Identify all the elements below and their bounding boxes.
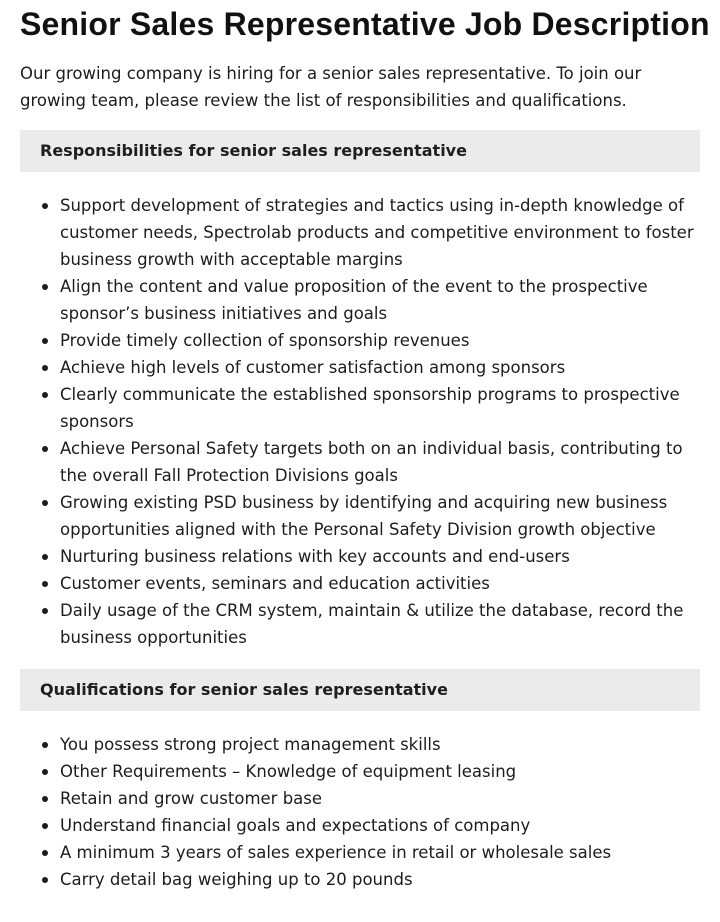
list-item: Retain and grow customer base [20, 785, 700, 812]
page-title: Senior Sales Representative Job Description [20, 6, 710, 42]
list-item: A minimum 3 years of sales experience in retail or wholesale sales [20, 839, 700, 866]
list-item: You possess strong project management skills [20, 731, 700, 758]
list-item: Clearly communicate the established sponsorship programs to prospective sponsors [20, 381, 700, 435]
intro-paragraph: Our growing company is hiring for a senior sales representative. To join our growing team, please review the list of responsibilities and qualifications. [20, 64, 642, 110]
list-item: Support development of strategies and tactics using in-depth knowledge of customer needs, Spectrolab products and competitive environment to foster business growth with acceptable margins [20, 192, 700, 273]
list-item: Align the content and value proposition of the event to the prospective sponsor’s business initiatives and goals [20, 273, 700, 327]
list-item: Growing existing PSD business by identifying and acquiring new business opportunities aligned with the Personal Safety Division growth objective [20, 489, 700, 543]
list-item: Nurturing business relations with key accounts and end-users [20, 543, 700, 570]
list-item: Daily usage of the CRM system, maintain & utilize the database, record the business opportunities [20, 597, 700, 651]
list-item: Achieve Personal Safety targets both on an individual basis, contributing to the overall Fall Protection Divisions goals [20, 435, 700, 489]
list-item: Other Requirements – Knowledge of equipment leasing [20, 758, 700, 785]
list-item: Provide timely collection of sponsorship revenues [20, 327, 700, 354]
list-item: Achieve high levels of customer satisfaction among sponsors [20, 354, 700, 381]
list-item: Understand financial goals and expectations of company [20, 812, 700, 839]
list-item: Carry detail bag weighing up to 20 pounds [20, 866, 700, 893]
responsibilities-list [20, 192, 700, 651]
responsibilities-heading: Responsibilities for senior sales representative [20, 130, 700, 172]
qualifications-list [20, 731, 700, 893]
list-item: Customer events, seminars and education activities [20, 570, 700, 597]
qualifications-heading: Qualifications for senior sales representative [20, 669, 700, 711]
